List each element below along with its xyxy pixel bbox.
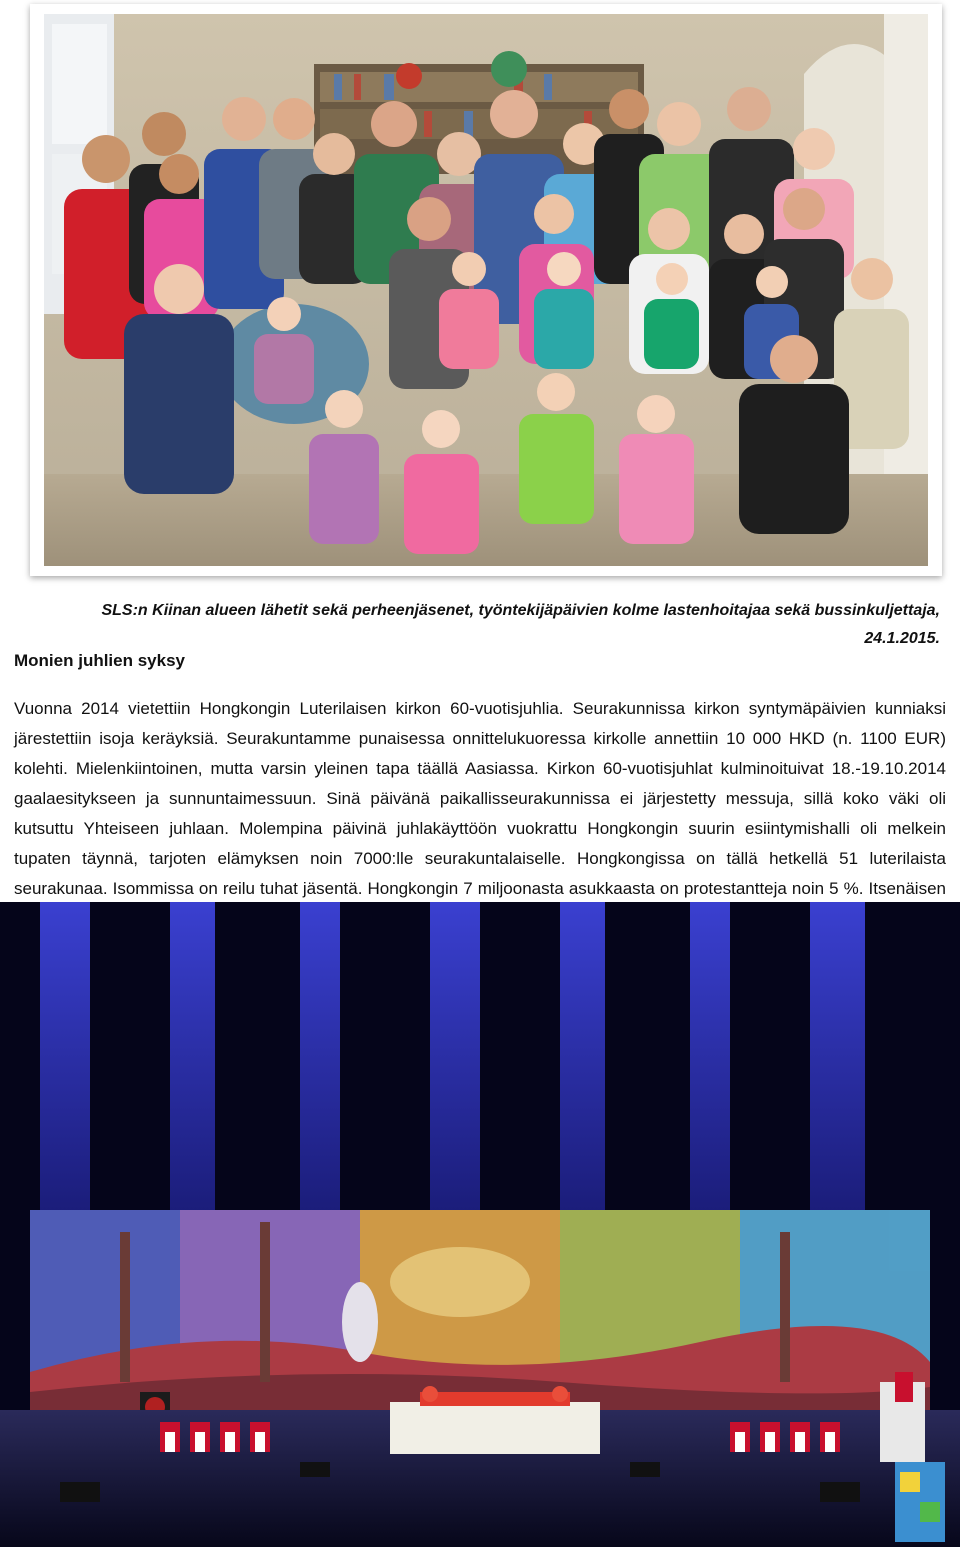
stage-photo bbox=[0, 902, 960, 1547]
photo-caption bbox=[60, 597, 940, 653]
stage-photo-image bbox=[0, 902, 960, 1547]
group-photo bbox=[44, 14, 928, 566]
section-title: Monien juhlien syksy bbox=[14, 651, 185, 670]
photo-caption-line-2: 24.1.2015. bbox=[864, 630, 940, 647]
group-photo-image bbox=[44, 14, 928, 566]
photo-caption-line-1: SLS:n Kiinan alueen lähetit sekä perheenjäsenet, työntekijäpäivien kolme lastenhoitajaa sekä bussinkuljettaja, bbox=[101, 602, 940, 619]
body-paragraph: Vuonna 2014 vietettiin Hongkongin Luterilaisen kirkon 60-vuotisjuhlia. Seurakunnissa kirkon syntymäpäivien kunniaksi järestettiin isoja keräyksiä. Seurakuntamme punaisessa onnittelukuoressa kirkolle annettiin 10 000 HKD (n. 1100 EUR) kolehti. Mielenkiintoinen, mutta varsin yleinen tapa täällä Aasiassa. Kirkon 60-vuotisjuhlat kulminoituivat 18.-19.10.2014 gaalaesitykseen ja sunnuntaimessuun. Sinä päivänä paikallisseurakunnissa ei järjestetty messuja, sillä koko väki oli kutsuttu Yhteiseen juhlaan. Molempina päivinä juhlakäyttöön vuokrattu Hongkongin suurin esiintymishalli oli melkein tupaten täynnä, tarjoten elämyksen noin 7000:lle seurakuntalaiselle. Hongkongissa on tällä hetkellä 51 luterilaista seurakunaa. Isommissa on reilu tuhat jäsentä. Hongkongin 7 miljoonasta asukkaasta on protestantteja noin 5 %. Itsenäisen bbox=[14, 699, 946, 898]
group-photo-frame bbox=[30, 4, 942, 576]
